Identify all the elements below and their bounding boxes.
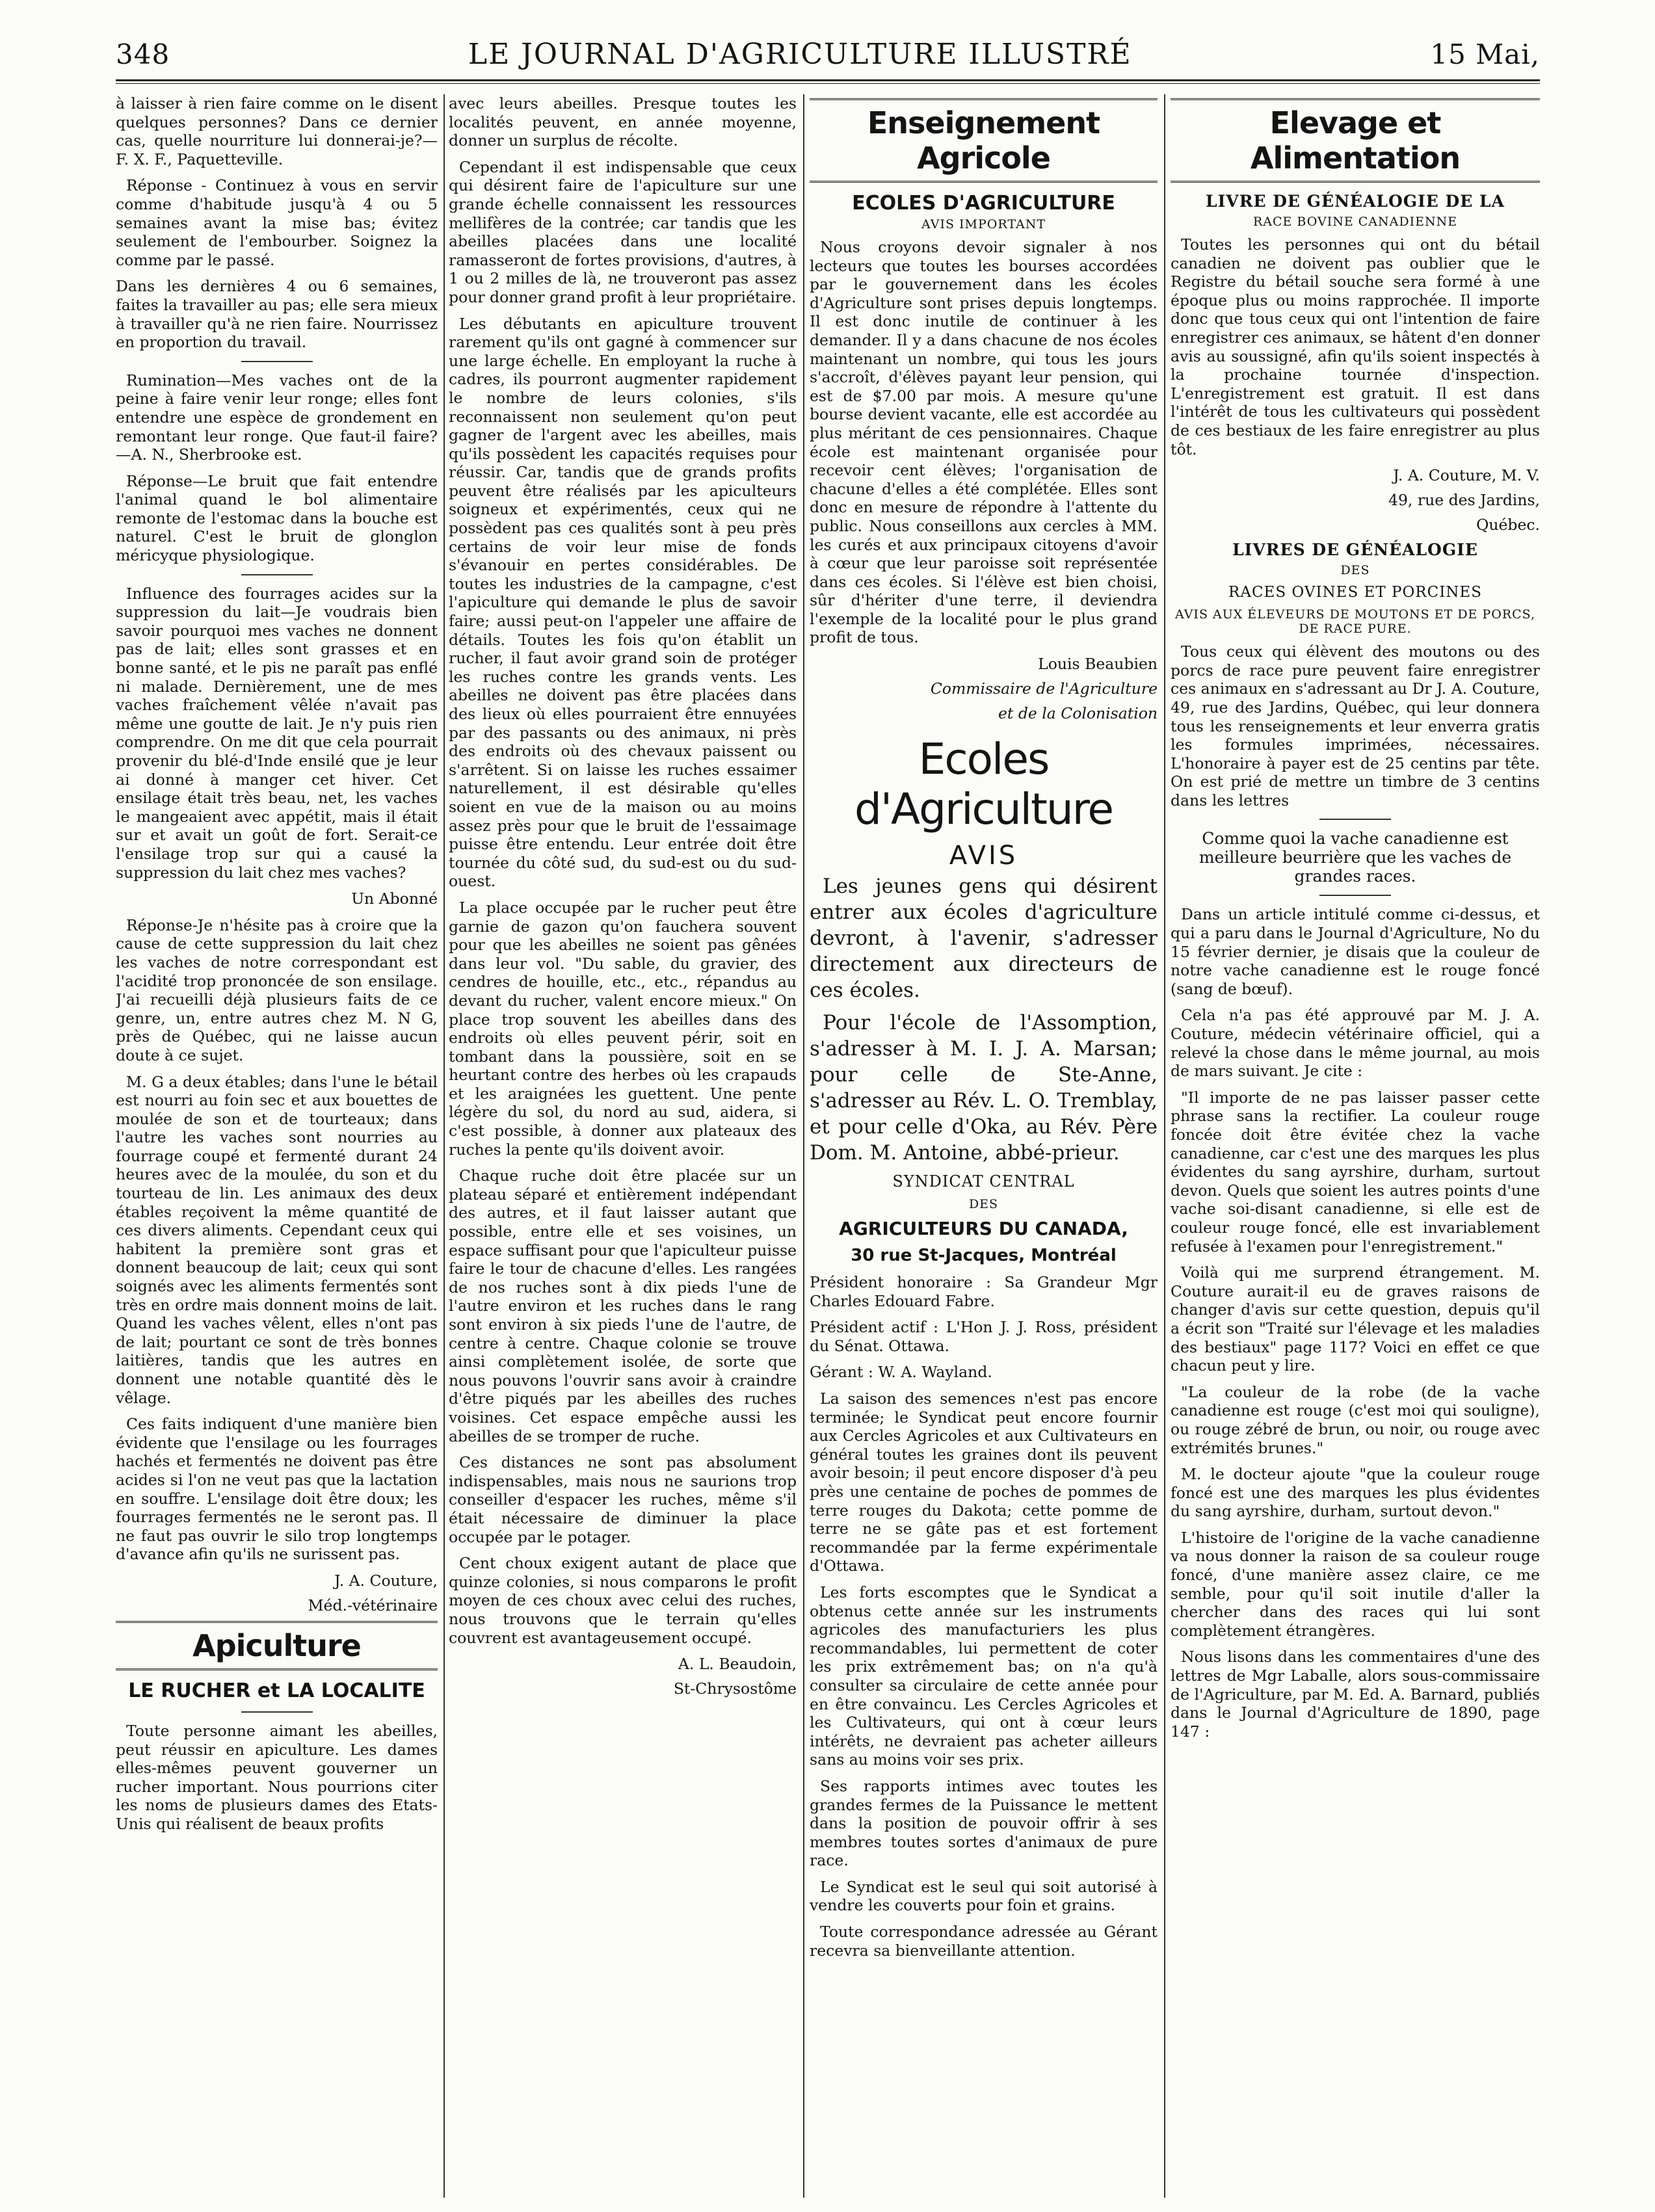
column-divider (1164, 94, 1165, 2198)
paragraph: Réponse - Continuez à vous en servir comme d'habitude jusqu'à 4 ou 5 semaines avant la mise bas; évitez seulement de l'embourber. Soignez la comme par le passé. (116, 176, 438, 269)
signature: J. A. Couture, (334, 1571, 438, 1590)
signature-title: Méd.-vétérinaire (308, 1596, 438, 1614)
paragraph: Dans un article intitulé comme ci-dessus, et qui a paru dans le Journal d'Agriculture, No du 15 février dernier, je disais que la couleur de notre vache canadienne est le rouge foncé (sang de bœuf). (1171, 905, 1540, 998)
separator (241, 1711, 313, 1713)
paragraph: Tous ceux qui élèvent des moutons ou des porcs de race pure peuvent faire enregistrer ces animaux en s'adressant au Dr J. A. Couture, 49, rue des Jardins, Québec, qui leur donnera tous les renseignements et leur enverra gratis les formules imprimées, nécessaires. L'honoraire à payer est de 25 centins par tête. On est prié de mettre un timbre de 3 centins dans les lettres (1171, 642, 1540, 810)
paragraph: avec leurs abeilles. Presque toutes les localités peuvent, en année moyenne, donner un surplus de récolte. (449, 94, 797, 150)
signature: A. L. Beaudoin, (678, 1655, 797, 1674)
officer: Gérant : W. A. Wayland. (810, 1363, 992, 1382)
paragraph: Nous croyons devoir signaler à nos lecteurs que toutes les bourses accordées par le gouvernement dans les écoles d'Agriculture sont prises depuis longtemps. Il est donc inutile de continuer à les demander. Il y a dans chacune de nos écoles maintenant un nombre, qui tous les jours s'accroît, d'élèves payant leur pension, qui est de $7.00 par mois. A mesure qu'une bourse devient vacante, elle est accordée au plus méritant de ces pensionnaires. Chaque école est maintenant organisée pour recevoir cent élèves; l'organisation de chacune d'elles a été complétée. Elles sont donc en mesure de répondre à l'attente du public. Nous conseillons aux cercles à MM. les curés et aux principaux citoyens d'avoir à cœur que leur paroisse soit représentée dans ces écoles. Si l'élève est bien choisi, sûr d'hériter d'une terre, il deviendra l'exemple de la localité pour le plus grand profit de tous. (810, 238, 1158, 647)
paragraph: L'histoire de l'origine de la vache canadienne va nous donner la raison de sa couleur rouge foncé, d'une manière assez claire, ce me semble, pour qu'il soit inutile d'aller la chercher dans des races qui lui sont complètement étrangères. (1171, 1528, 1540, 1640)
article-title: LE RUCHER et LA LOCALITE (128, 1679, 425, 1702)
column-divider (444, 94, 445, 2198)
page-number: 348 (116, 38, 170, 70)
issue-date: 15 Mai, (1430, 38, 1540, 70)
paragraph: Toute correspondance adressée au Gérant recevra sa bienveillante attention. (810, 1923, 1158, 1960)
notice-paragraph: Pour l'école de l'Assomption, s'adresser à M. I. J. A. Marsan; pour celle de Ste-Anne, s'adresser au Rév. L. O. Tremblay, et pour celle d'Oka, au Rév. Père Dom. M. Antoine, abbé-prieur. (810, 1011, 1158, 1165)
signature: J. A. Couture, M. V. (1393, 466, 1540, 485)
paragraph: Ces faits indiquent d'une manière bien évidente que l'ensilage ou les fourrages hachés et fermentés ne doivent pas être acides si l'on ne veut pas que la lactation en souffre. L'ensilage doit être doux; les fourrages fermentés ne le seront pas. Il ne faut pas ouvrir le silo trop longtemps d'avance afin qu'ils ne surissent pas. (116, 1415, 438, 1564)
paragraph: Nous lisons dans les commentaires d'une des lettres de Mgr Laballe, alors sous-commissaire de l'Agriculture, par M. Ed. A. Barnard, publiés dans le Journal d'Agriculture de 1890, page 147 : (1171, 1648, 1540, 1741)
paragraph: Les débutants en apiculture trouvent rarement qu'ils ont gagné à commencer sur une large échelle. En employant la ruche à cadres, ils pourront augmenter rapidement le nombre de leurs colonies, s'ils reconnaissent non seulement qu'on peut gagner de l'argent avec les abeilles, mais qu'ils possèdent les capacités requises pour réussir. Car, tandis que de grands profits peuvent être réalisés par les apiculteurs soigneux et expérimentés, ceux qui ne possèdent pas ces qualités sont à peu près certains de voir leur mise de fonds s'évanouir en pertes considérables. De toutes les industries de la campagne, c'est l'apiculture qui demande le plus de savoir faire; aussi peut-on l'appeler une affaire de détails. Toutes les fois qu'on établit un rucher, il faut avoir grand soin de protéger les ruches contre les grands vents. Les abeilles ne doivent pas être placées dans des lieux où elles pourraient être ennuyées par des passants ou des animaux, ni près des endroits où des chevaux paissent ou s'arrêtent. Si on laisse les ruches essaimer naturellement, il est désirable qu'elles soient en vue de la maison ou au moins assez près pour que le bruit de l'essaimage puisse être entendu. Leur entrée doit être tournée du côté sud, du sud-est ou du sud-ouest. (449, 314, 797, 891)
signature-title: Commissaire de l'Agriculture (930, 679, 1158, 698)
header-rule (116, 79, 1540, 81)
article-subtitle: AVIS AUX ÉLEVEURS DE MOUTONS ET DE PORCS, DE RACE PURE. (1174, 607, 1536, 637)
syndicate-address: 30 rue St-Jacques, Montréal (851, 1246, 1117, 1266)
separator (1319, 895, 1391, 896)
paragraph: M. G a deux étables; dans l'une le bétail est nourri au foin sec et aux bouettes de moulée de son et de tourteaux; dans l'autre les vaches sont nourries au fourrage coupé et fermenté durant 24 heures avec de la moulée, du son et du tourteau de lin. Les animaux des deux étables reçoivent la même quantité de ces divers aliments. Cependant ceux qui habitent la première sont gras et donnent beaucoup de lait; ceux qui sont soignés avec les aliments fermentés sont très en ordre mais donnent moins de lait. Quand les vaches vêlent, elles n'ont pas de lait; pourtant ce sont de très bonnes laitières, tandis que les autres en donnent une notable quantité dès le vêlage. (116, 1072, 438, 1407)
notice-label: AVIS IMPORTANT (921, 217, 1046, 231)
paragraph: à laisser à rien faire comme on le disent quelques personnes? Dans ce dernier cas, quelle nourriture lui donnerai-je?—F. X. F., Paquetteville. (116, 94, 438, 168)
paragraph: Cela n'a pas été approuvé par M. J. A. Couture, médecin vétérinaire officiel, qui a relevé la chose dans le même journal, au mois de mars suivant. Je cite : (1171, 1006, 1540, 1081)
section-title: Enseignement Agricole (810, 98, 1158, 183)
signature-title: et de la Colonisation (998, 704, 1158, 723)
header-rule-thin (116, 83, 1540, 84)
paragraph: M. le docteur ajoute "que la couleur rouge foncé est une des marques les plus évidentes du sang ayrshire, durham, surtout devon." (1171, 1465, 1540, 1521)
paragraph: Réponse—Le bruit que fait entendre l'animal quand le bol alimentaire remonte de l'estomac dans la bouche est naturel. C'est le bruit de glonglon méricyque physiologique. (116, 471, 438, 565)
paragraph: Voilà qui me surprend étrangement. M. Couture aurait-il eu de graves raisons de changer d'avis sur cette question, depuis qu'il a écrit son "Traité sur l'élevage et les maladies des bestiaux" page 117? Voici en effet ce que chacun peut y lire. (1171, 1263, 1540, 1375)
signature-address: Québec. (1476, 516, 1540, 534)
officer: Président actif : L'Hon J. J. Ross, président du Sénat. Ottawa. (810, 1318, 1158, 1355)
article-title: ECOLES D'AGRICULTURE (852, 192, 1115, 215)
syndicate-heading: DES (968, 1197, 999, 1212)
separator (1319, 819, 1391, 820)
separator (241, 361, 313, 362)
column-1 (116, 94, 438, 2198)
separator (241, 574, 313, 575)
paragraph: La saison des semences n'est pas encore terminée; le Syndicat peut encore fournir aux Cercles Agricoles et aux Cultivateurs en général toutes les graines dont ils peuvent avoir besoin; il peut encore disposer d'à peu près une centaine de poches de pommes de terre rouges du Dakota; cette pomme de terre ne se gâte pas et est fortement recommandée par la ferme expérimentale d'Ottawa. (810, 1389, 1158, 1575)
journal-title: LE JOURNAL D'AGRICULTURE ILLUSTRÉ (468, 38, 1132, 71)
article-title: LIVRES DE GÉNÉALOGIE (1232, 540, 1478, 560)
article-title: RACES OVINES ET PORCINES (1228, 584, 1482, 601)
notice-label: AVIS (949, 841, 1018, 871)
notice-paragraph: Les jeunes gens qui désirent entrer aux écoles d'agriculture devront, à l'avenir, s'adresser directement aux directeurs de ces écoles. (810, 875, 1158, 1003)
paragraph: Toutes les personnes qui ont du bétail canadien ne doivent pas oublier que le Registre du bétail souche sera formé à une époque plus ou moins rapprochée. Il importe donc que tous ceux qui ont l'intention de faire enregistrer ces animaux, se hâtent d'en donner avis au soussigné, afin qu'ils soient inspectés à la prochaine tournée d'inspection. L'enregistrement est gratuit. Il est dans l'intérêt de tous les cultivateurs qui possèdent de ces bestiaux de les faire enregistrer au plus tôt. (1171, 235, 1540, 458)
page-header (116, 38, 1540, 77)
paragraph: Rumination—Mes vaches ont de la peine à faire venir leur ronge; elles font entendre une espèce de grondement en remontant leur ronge. Que faut-il faire?—A. N., Sherbrooke est. (116, 371, 438, 464)
article-title: DES (1340, 563, 1370, 578)
paragraph: Cependant il est indispensable que ceux qui désirent faire de l'apiculture sur une grande échelle connaissent les ressources mellifères de la contrée; car tandis que les abeilles placées dans une localité ramasseront de fortes provisions, d'autres, à 1 ou 2 milles de là, ne trouveront pas assez pour donner grand profit à leur propriétaire. (449, 157, 797, 306)
signature: Louis Beaubien (1038, 655, 1158, 674)
paragraph: "La couleur de la robe (de la vache canadienne est rouge (c'est moi qui souligne), ou rouge zébré de brun, ou noir, ou rouge avec extrémités brunes." (1171, 1382, 1540, 1457)
signature: Un Abonné (351, 889, 438, 908)
article-title: LIVRE DE GÉNÉALOGIE DE LA (1206, 192, 1505, 211)
article-title: RACE BOVINE CANADIENNE (1252, 215, 1458, 229)
notice-title: Ecoles d'Agriculture (854, 734, 1113, 835)
paragraph: Réponse-Je n'hésite pas à croire que la cause de cette suppression du lait chez les vaches de notre correspondant est l'acidité trop prononcée de son ensilage. J'ai recueilli déjà plusieurs faits de ce genre, un, entre autres chez M. N G, près de Québec, qui ne laisse aucun doute à ce sujet. (116, 915, 438, 1064)
column-divider (803, 94, 804, 2198)
paragraph: "Il importe de ne pas laisser passer cette phrase sans la rectifier. La couleur rouge foncée doit être évitée chez la vache canadienne, car c'est une des marques les plus évidentes du sang ayrshire, durham, surtout devon. Quels que soient les autres points d'une vache soi-disant canadienne, si elle est de couleur rouge foncé, elle est invariablement refusée à l'examen pour l'enregistrement." (1171, 1088, 1540, 1256)
paragraph: Dans les dernières 4 ou 6 semaines, faites la travailler au pas; elle sera mieux à travailler qu'à ne rien faire. Nourrissez en proportion du travail. (116, 277, 438, 352)
signature-address: 49, rue des Jardins, (1388, 491, 1540, 510)
column-3 (810, 94, 1158, 2198)
paragraph: Ses rapports intimes avec toutes les grandes fermes de la Puissance le mettent dans la position de pouvoir offrir à ses membres toutes sortes d'animaux de pure race. (810, 1776, 1158, 1870)
paragraph: Le Syndicat est le seul qui soit autorisé à vendre les couverts pour foin et grains. (810, 1877, 1158, 1915)
section-title: Apiculture (116, 1621, 438, 1670)
paragraph: Cent choux exigent autant de place que quinze colonies, si nous comparons le profit moyen de ces choux avec celui des ruches, nous trouvons que le terrain qu'elles couvrent est avantageusement occupé. (449, 1554, 797, 1647)
paragraph: Toute personne aimant les abeilles, peut réussir en apiculture. Les dames elles-mêmes peuvent gouverner un rucher important. Nous pourrions citer les noms de plusieurs dames des Etats-Unis qui réalisent de beaux profits (116, 1721, 438, 1833)
section-title: Elevage et Alimentation (1171, 98, 1540, 183)
paragraph: Chaque ruche doit être placée sur un plateau séparé et entièrement indépendant des autres, et il faut laisser autant que possible, entre elle et ses voisines, un espace suffisant pour que l'apiculteur puisse faire le tour de chacune d'elles. Les rangées de nos ruches sont à dix pieds l'une de l'autre environ et les ruches dans le rang sont environ à six pieds l'une de l'autre, de centre à centre. Chaque colonie se trouve ainsi complètement isolée, de sorte que nous pouvons l'ouvrir sans avoir à craindre d'être piqués par les abeilles des ruches voisines. Cet espace empêche aussi les abeilles de se tromper de ruche. (449, 1166, 797, 1445)
signature-place: St-Chrysostôme (673, 1679, 797, 1698)
syndicate-name: AGRICULTEURS DU CANADA, (839, 1218, 1128, 1240)
paragraph: La place occupée par le rucher peut être garnie de gazon qu'on fauchera souvent pour que les abeilles ne soient pas gênées dans leur vol. "Du sable, du gravier, des cendres de houille, etc., etc., répandus au devant du rucher, valent encore mieux." On place trop souvent les abeilles dans des endroits où elles peuvent périr, soit en tombant dans la poussière, soit en se heurtant contre des herbes où les crapauds et les araignées les guettent. Une pente légère du sol, du nord au sud, aidera, si c'est possible, à donner aux plateaux des ruches la pente qu'ils doivent avoir. (449, 898, 797, 1159)
officer: Président honoraire : Sa Grandeur Mgr Charles Edouard Fabre. (810, 1273, 1158, 1310)
column-4 (1171, 94, 1540, 2198)
article-title: Comme quoi la vache canadienne est meilleure beurrière que les vaches de grandes races. (1198, 829, 1512, 886)
syndicate-heading: SYNDICAT CENTRAL (892, 1172, 1075, 1191)
paragraph: Ces distances ne sont pas absolument indispensables, mais nous ne saurions trop conseiller d'espacer les ruches, même s'il était nécessaire de diminuer la place occupée par le potager. (449, 1453, 797, 1546)
column-2 (449, 94, 797, 2198)
paragraph: Influence des fourrages acides sur la suppression du lait—Je voudrais bien savoir pourquoi mes vaches ne donnent pas de lait; elles sont grasses et en bonne santé, et le pis ne paraît pas enflé ni malade. Dernièrement, une de mes vaches fraîchement vêlée n'avait pas même une goutte de lait. Je n'y puis rien comprendre. On me dit que cela pourrait provenir du blé-d'Inde ensilé que je leur ai donné à manger cet hiver. Cet ensilage était très beau, net, les vaches le mangeaient avec appétit, mais il était sur et avait un goût de fort. Serait-ce l'ensilage trop sur qui a causé la suppression du lait chez mes vaches? (116, 584, 438, 882)
paragraph: Les forts escomptes que le Syndicat a obtenus cette année sur les instruments agricoles des manufacturiers les plus recommandables, lui permettent de coter les prix extrêmement bas; on n'a qu'à consulter sa circulaire de cette année pour en être convaincu. Les Cercles Agricoles et les Cultivateurs, qui ont à cœur leurs intérêts, ne devraient pas acheter ailleurs sans au moins voir ses prix. (810, 1583, 1158, 1769)
